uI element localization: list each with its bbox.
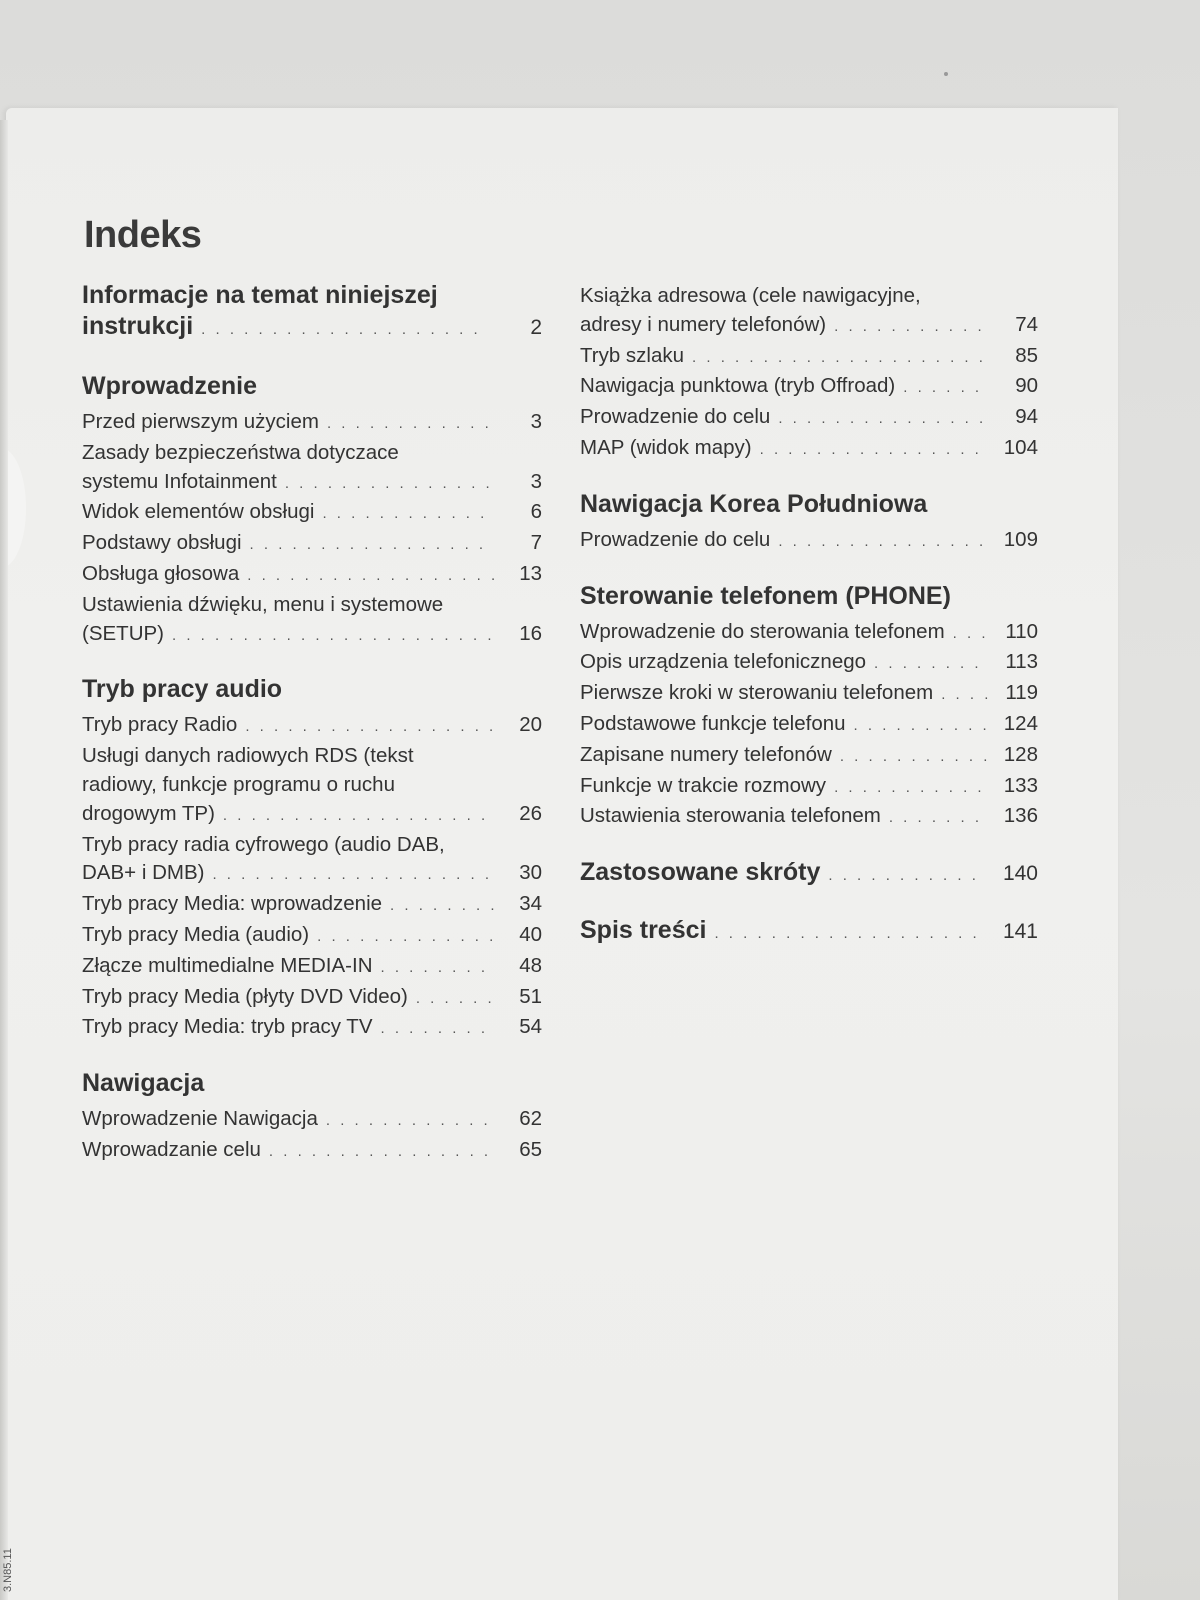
index-entry[interactable] [82,983,542,1014]
entry-title: Tryb pracy Media: tryb pracy TV [82,1015,373,1039]
leader-dots [692,344,990,373]
entry-last-line [82,711,542,742]
entry-last-line [82,560,542,591]
entry-title: systemu Infotainment [82,469,277,493]
entry-last-line [82,890,542,921]
leader-dots [245,713,494,742]
index-entry[interactable] [82,560,542,591]
section-heading-text: Zastosowane skróty [580,858,821,887]
page-number: 3 [530,410,542,433]
leader-dots [760,436,990,465]
page-number: 7 [530,531,542,555]
entry-last-line [580,679,1038,710]
page-number: 26 [519,801,542,825]
page-number: 34 [519,892,542,916]
page-number: 141 [1002,920,1038,944]
entry-last-line [82,1013,542,1044]
page-title: Indeks [84,214,202,256]
index-section [580,857,1038,891]
page-number: 136 [1003,804,1038,828]
index-entry[interactable] [82,1136,542,1167]
entry-last-line [580,403,1038,434]
leader-dots [381,954,495,983]
index-section [580,581,1038,834]
entry-title: Tryb szlaku [580,343,685,367]
entry-last-line [580,311,1038,342]
leader-dots [250,531,494,560]
leader-dots [172,622,494,651]
entry-text-line: Tryb pracy radia cyfrowego (audio DAB, [82,832,445,856]
page-number: 62 [519,1107,542,1131]
page-number: 16 [519,621,542,645]
page-number: 133 [1003,773,1038,797]
entry-last-line [82,983,542,1014]
entry-title: Nawigacja punktowa (tryb Offroad) [580,374,896,398]
entry-last-line [580,618,1038,649]
page-number: 54 [519,1015,542,1039]
entry-title: drogowym TP) [82,801,215,825]
leader-dots [223,802,494,831]
entry-last-line [580,741,1038,772]
page-number: 30 [519,861,542,885]
leader-dots [834,774,990,803]
section-heading: Sterowanie telefonem (PHONE) [580,581,951,610]
index-entry[interactable] [580,648,1038,679]
entry-last-line [82,1105,542,1136]
binding-spine [0,120,8,1600]
entry-last-line [82,859,542,890]
entry-last-line [580,710,1038,741]
entry-title: Funkcje w trakcie rozmowy [580,773,827,797]
index-entry[interactable] [580,741,1038,772]
index-section [82,280,542,345]
index-section [82,371,542,650]
page-number: 110 [1005,619,1038,643]
entry-last-line [580,526,1038,557]
entry-title: Wprowadzenie do sterowania telefonem [580,619,945,643]
index-entry[interactable] [82,498,542,529]
page-number: 128 [1003,742,1038,766]
leader-dots [778,528,990,557]
index-entry[interactable] [82,711,542,742]
entry-title: MAP (widok mapy) [580,435,752,459]
section-heading-entry[interactable] [580,915,1038,949]
entry-title: Zapisane numery telefonów [580,742,832,766]
leader-dots [269,1138,494,1167]
leader-dots [326,1107,494,1136]
entry-title: Pierwsze kroki w sterowaniu telefonem [580,681,934,705]
page-number: 40 [519,922,542,946]
entry-last-line [82,498,542,529]
entry-last-line [82,1136,542,1167]
leader-dots [714,918,984,949]
leader-dots [834,313,990,342]
page-number: 65 [519,1137,542,1161]
page-number: 90 [1015,374,1038,398]
index-entry[interactable] [82,921,542,952]
index-entry[interactable] [82,952,542,983]
page-number: 109 [1003,527,1038,551]
index-entry[interactable] [580,434,1038,465]
leader-dots [212,861,494,890]
page-number: 104 [1003,435,1038,459]
index-section [82,674,542,1044]
index-entry[interactable] [82,1105,542,1136]
index-column-left [82,280,542,1191]
page-number: 20 [519,713,542,737]
leader-dots [778,405,990,434]
page-number: 94 [1015,405,1038,429]
leader-dots [953,620,990,649]
index-entry[interactable] [580,372,1038,403]
leader-dots [854,712,990,741]
section-heading: Nawigacja [82,1069,205,1098]
index-section [580,282,1038,465]
section-heading-text: instrukcji [82,312,194,340]
index-entry[interactable] [580,526,1038,557]
leader-dots [889,804,990,833]
entry-title: Ustawienia sterowania telefonem [580,804,881,828]
index-entry[interactable] [82,742,542,830]
index-entry[interactable] [580,710,1038,741]
entry-title: adresy i numery telefonów) [580,312,827,336]
page-number: 13 [519,561,542,585]
leader-dots [285,470,494,499]
section-heading-text: Spis treści [580,916,707,945]
entry-last-line [82,921,542,952]
leader-dots [322,500,494,529]
entry-title: DAB+ i DMB) [82,861,205,885]
page-number: 85 [1015,343,1038,367]
entry-title: Tryb pracy Media (płyty DVD Video) [82,984,408,1008]
index-entry[interactable] [580,802,1038,833]
page-number: 3 [530,469,542,493]
leader-dots [416,985,494,1014]
page-number: 124 [1003,711,1038,735]
entry-title: Wprowadzanie celu [82,1137,261,1161]
leader-dots [828,860,984,891]
entry-last-line [580,772,1038,803]
entry-last-line [82,408,542,439]
index-entry[interactable] [82,439,542,499]
page-number: 113 [1005,650,1038,674]
section-heading: Nawigacja Korea Południowa [580,489,928,518]
entry-text-line: Usługi danych radiowych RDS (tekst [82,744,414,768]
margin-code: 3.N85.11 [2,1548,14,1592]
entry-title: Wprowadzenie Nawigacja [82,1107,318,1131]
leader-dots [201,314,488,345]
page-number: 119 [1005,681,1038,705]
page-number: 48 [519,953,542,977]
page-number: 51 [519,984,542,1008]
index-entry[interactable] [580,618,1038,649]
page-number: 2 [530,316,542,339]
entry-last-line [580,434,1038,465]
entry-title: Opis urządzenia telefonicznego [580,650,867,674]
entry-last-line [580,648,1038,679]
entry-title: Tryb pracy Media (audio) [82,922,310,946]
index-entry[interactable] [580,282,1038,342]
index-section [580,489,1038,557]
entry-title: Podstawowe funkcje telefonu [580,711,846,735]
entry-text-line: Zasady bezpieczeństwa dotyczace [82,440,399,464]
leader-dots [390,892,494,921]
entry-title: Przed pierwszym użyciem [82,410,319,433]
entry-last-line [82,529,542,560]
index-section [580,915,1038,949]
index-entry[interactable] [82,591,542,651]
entry-last-line [82,800,542,831]
section-heading: Tryb pracy audio [82,675,283,704]
index-entry[interactable] [82,1013,542,1044]
section-heading-entry[interactable] [82,311,542,345]
section-heading: Informacje na temat niniejszej [82,281,438,309]
index-column-right [580,282,1038,973]
entry-title: Złącze multimedialne MEDIA-IN [82,953,373,977]
entry-last-line [82,468,542,499]
entry-title: Tryb pracy Media: wprowadzenie [82,892,383,916]
index-entry[interactable] [580,342,1038,373]
index-entry[interactable] [82,831,542,891]
entry-last-line [82,620,542,651]
page-number: 74 [1015,312,1038,336]
entry-last-line [580,802,1038,833]
leader-dots [327,410,494,439]
index-entry[interactable] [82,408,542,439]
leader-dots [247,562,494,591]
leader-dots [381,1015,494,1044]
index-entry[interactable] [82,890,542,921]
index-entry[interactable] [580,772,1038,803]
section-heading-entry[interactable] [580,857,1038,891]
leader-dots [317,923,494,952]
page-number: 140 [1002,862,1038,886]
entry-title: Tryb pracy Radio [82,713,238,737]
entry-title: Podstawy obsługi [82,531,242,555]
entry-title: Prowadzenie do celu [580,405,771,429]
entry-text-line: Książka adresowa (cele nawigacyjne, [580,284,921,307]
entry-text-line: radiowy, funkcje programu o ruchu [82,772,395,796]
index-entry[interactable] [580,679,1038,710]
index-entry[interactable] [580,403,1038,434]
entry-title: (SETUP) [82,621,164,645]
leader-dots [941,681,990,710]
section-heading: Wprowadzenie [82,372,258,400]
entry-title: Obsługa głosowa [82,561,240,585]
index-section [82,1068,542,1167]
entry-last-line [580,372,1038,403]
index-entry[interactable] [82,529,542,560]
entry-title: Prowadzenie do celu [580,527,771,551]
entry-last-line [580,342,1038,373]
entry-text-line: Ustawienia dźwięku, menu i systemowe [82,592,444,616]
dust-speck [944,72,948,76]
leader-dots [840,743,990,772]
page-number: 6 [530,500,542,524]
entry-title: Widok elementów obsługi [82,500,315,524]
leader-dots [874,650,990,679]
entry-last-line [82,952,542,983]
leader-dots [903,374,990,403]
